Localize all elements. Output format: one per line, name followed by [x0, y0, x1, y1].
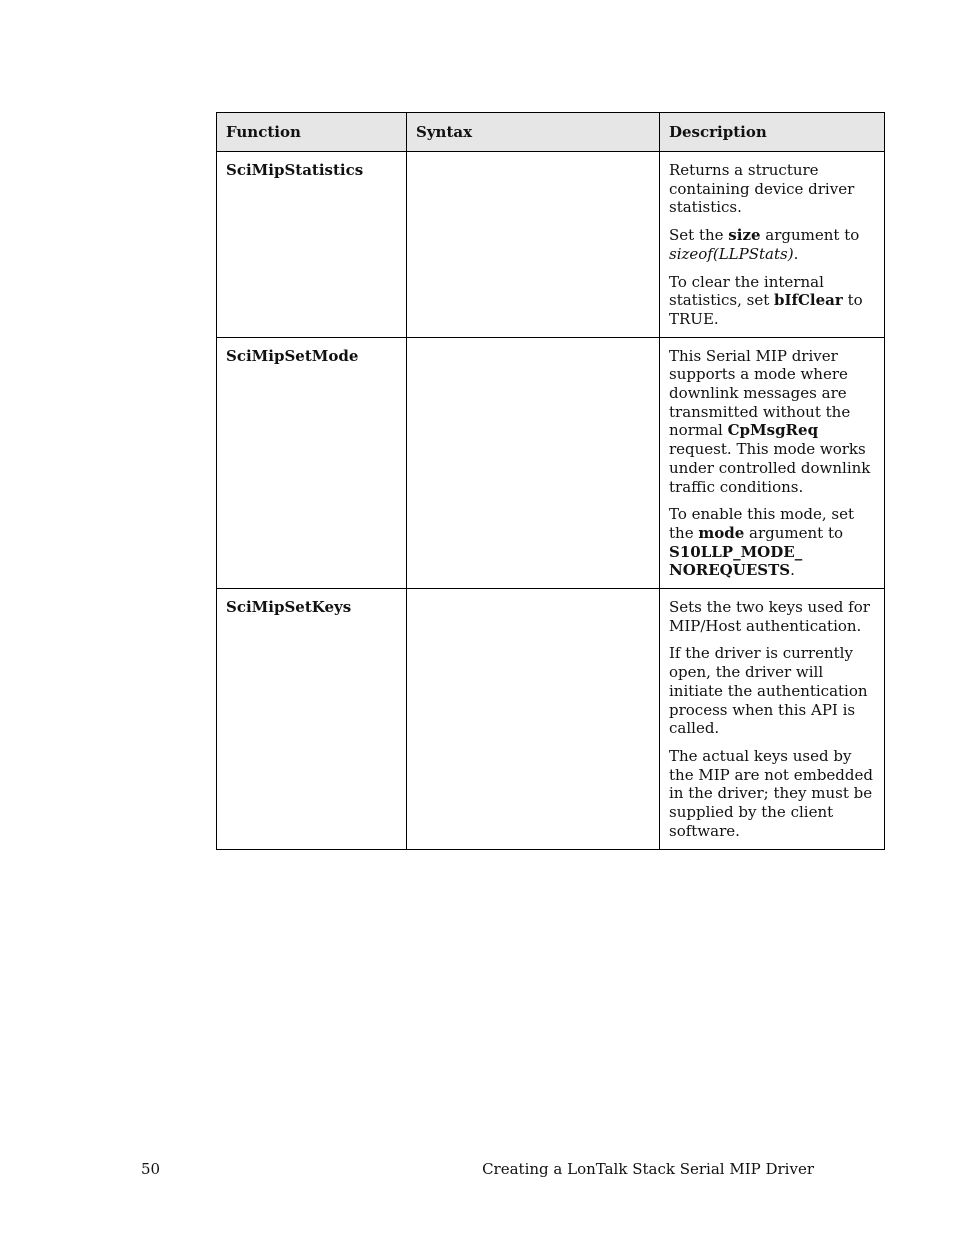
description-text: argument to	[744, 523, 844, 542]
bold-term: mode	[698, 523, 745, 542]
description-text: argument to	[760, 226, 860, 245]
syntax-cell	[407, 337, 660, 588]
table-body	[217, 152, 885, 850]
description-text: The actual keys used by the MIP are not embedded in the driver; they must be supplied by the client software.	[669, 746, 873, 840]
syntax-cell	[407, 589, 660, 849]
description-paragraph	[669, 505, 875, 580]
description-paragraph	[669, 226, 875, 263]
function-table	[216, 112, 885, 850]
page-number: 50	[141, 1160, 161, 1178]
description-cell	[660, 589, 885, 849]
header-syntax: Syntax	[407, 113, 660, 152]
table-row	[217, 589, 885, 849]
description-text: request. This mode works under controlled downlink traffic conditions.	[669, 440, 871, 496]
description-paragraph	[669, 161, 875, 217]
description-text: .	[793, 244, 799, 263]
description-paragraph	[669, 347, 875, 497]
bold-term: S10LLP_MODE_ NOREQUESTS	[669, 542, 803, 580]
description-cell	[660, 337, 885, 588]
header-row	[217, 113, 885, 152]
table-row	[217, 152, 885, 338]
table-header	[217, 113, 885, 152]
italic-term: sizeof(LLPStats)	[669, 244, 794, 263]
header-function: Function	[217, 113, 407, 152]
footer-title: Creating a LonTalk Stack Serial MIP Driver	[482, 1160, 814, 1178]
description-text: To clear the internal statistics, set	[669, 272, 824, 310]
table-row	[217, 337, 885, 588]
description-text: to TRUE.	[669, 291, 863, 328]
description-text: Sets the two keys used for MIP/Host authentication.	[669, 598, 870, 635]
description-text: Returns a structure containing device driver statistics.	[669, 161, 855, 217]
description-paragraph	[669, 747, 875, 841]
function-name-scimipsetmode: SciMipSetMode	[217, 337, 407, 588]
description-text: .	[790, 561, 795, 580]
description-cell	[660, 152, 885, 338]
description-paragraph	[669, 644, 875, 738]
function-name-scimipstatistics: SciMipStatistics	[217, 152, 407, 338]
description-text: Set the	[669, 226, 729, 245]
function-name-scimipsetkeys: SciMipSetKeys	[217, 589, 407, 849]
description-paragraph	[669, 598, 875, 635]
description-paragraph	[669, 273, 875, 329]
description-text: If the driver is currently open, the driver will initiate the authentication process when this API is called.	[669, 644, 868, 738]
header-description: Description	[660, 113, 885, 152]
syntax-cell	[407, 152, 660, 338]
bold-term: size	[728, 226, 761, 245]
bold-term: CpMsgReq	[727, 421, 819, 440]
bold-term: bIfClear	[774, 291, 843, 310]
description-text: To enable this mode, set the	[669, 505, 854, 542]
description-text: This Serial MIP driver supports a mode where downlink messages are transmitted without the normal	[669, 346, 851, 440]
